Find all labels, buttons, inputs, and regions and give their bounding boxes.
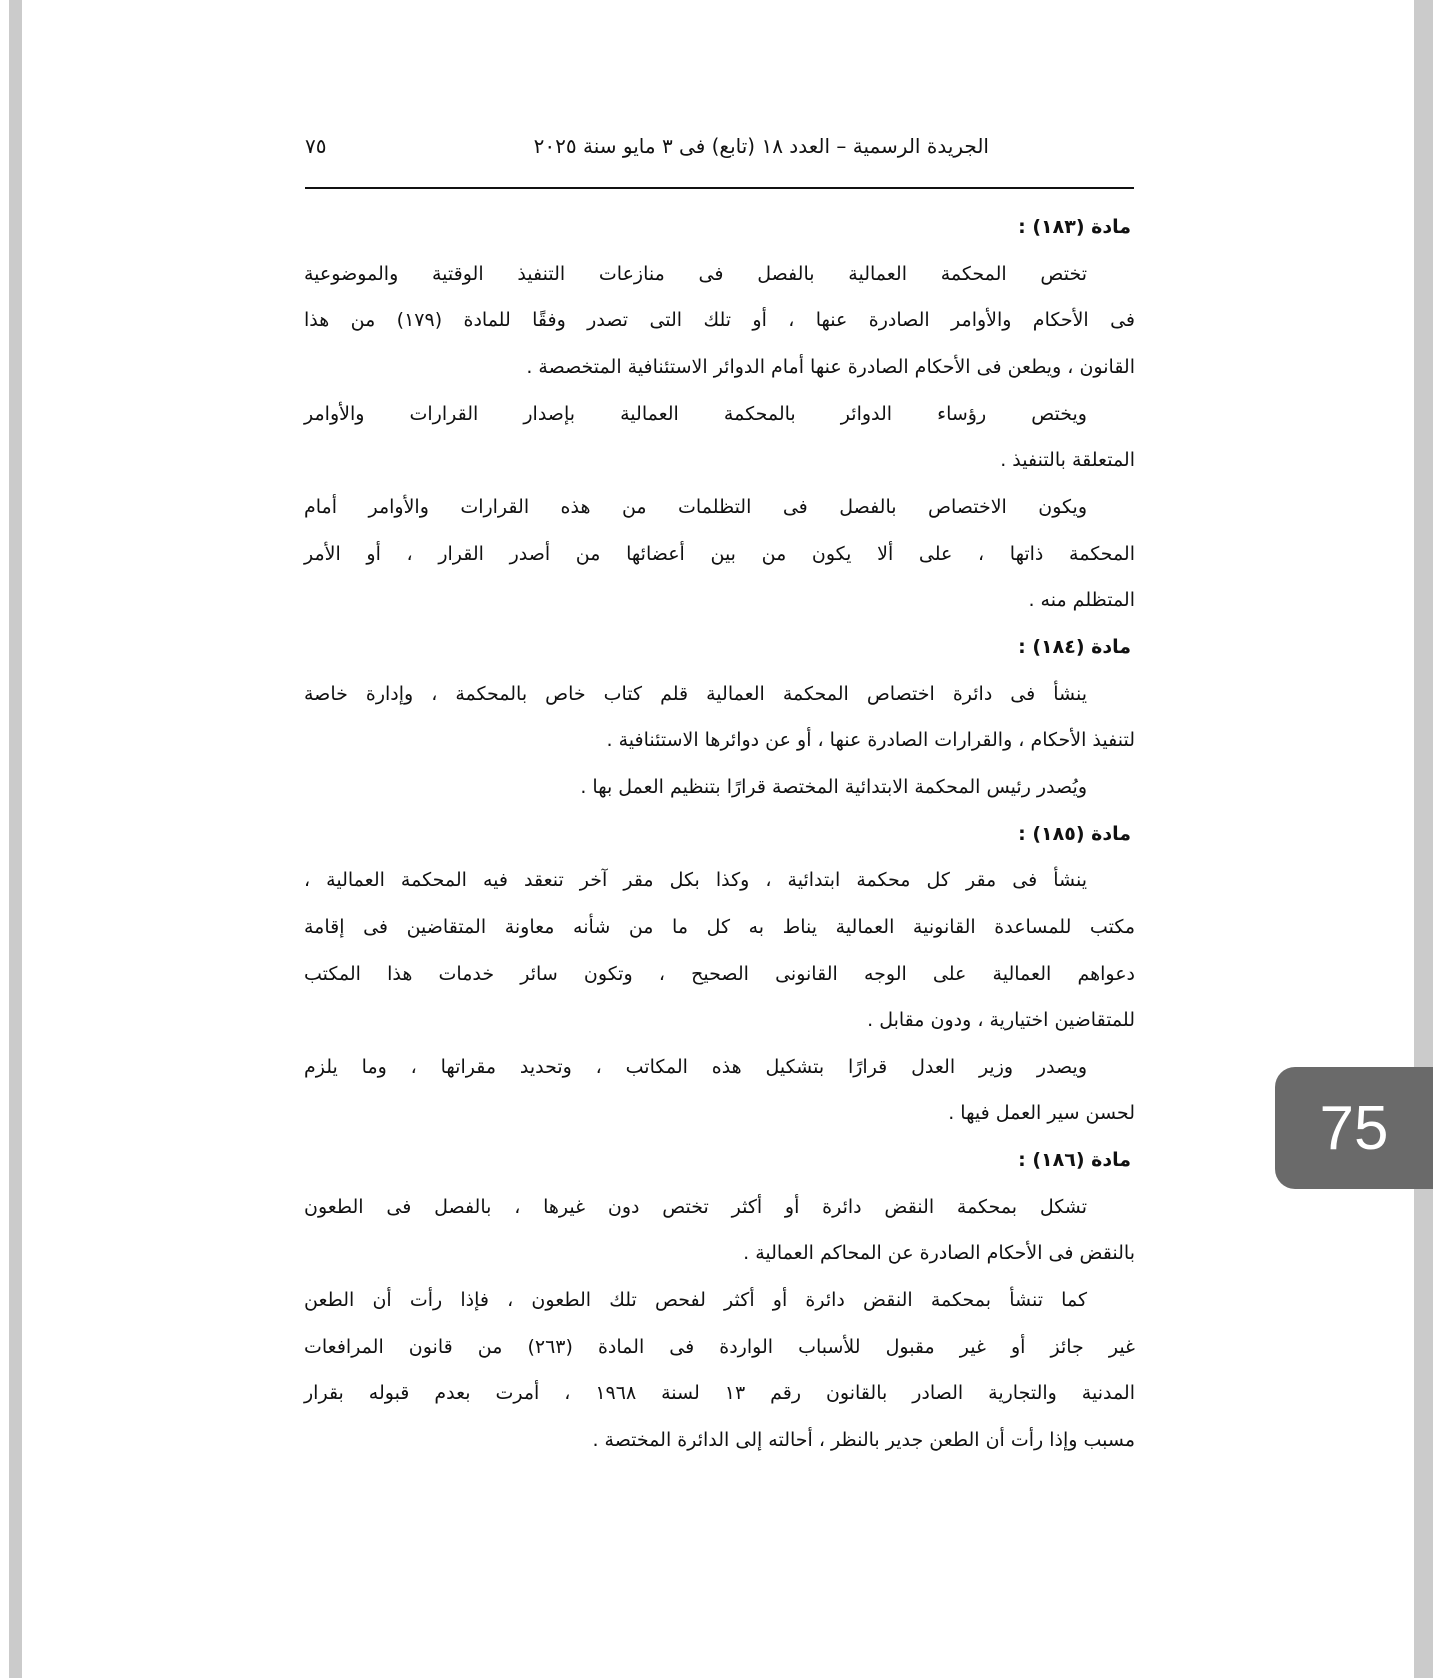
text-line: القانون ، ويطعن فى الأحكام الصادرة عنها أمام الدوائر الاستئنافية المتخصصة . xyxy=(526,355,1135,378)
paragraph xyxy=(304,1184,1135,1277)
article-heading: مادة (١٨٣) : xyxy=(1018,216,1131,238)
paragraph xyxy=(304,1044,1135,1137)
viewer-left-edge xyxy=(9,0,22,1678)
text-line: كما تنشأ بمحكمة النقض دائرة أو أكثر لفحص تلك الطعون ، فإذا رأت أن الطعن xyxy=(304,1289,1087,1312)
text-line: ويكون الاختصاص بالفصل فى التظلمات من هذه القرارات والأوامر أمام xyxy=(304,495,1087,518)
text-line: تختص المحكمة العمالية بالفصل فى منازعات التنفيذ الوقتية والموضوعية xyxy=(304,262,1087,285)
text-line: مسبب وإذا رأت أن الطعن جدير بالنظر ، أحالته إلى الدائرة المختصة . xyxy=(592,1429,1135,1452)
article-heading: مادة (١٨٥) : xyxy=(1018,822,1131,845)
paragraph xyxy=(304,671,1135,764)
text-line: بالنقض فى الأحكام الصادرة عن المحاكم العمالية . xyxy=(743,1242,1135,1265)
gazette-header-page-number: ٧٥ xyxy=(305,134,327,158)
text-line: ينشأ فى دائرة اختصاص المحكمة العمالية قلم كتاب خاص بالمحكمة ، وإدارة خاصة xyxy=(304,682,1087,705)
paragraph xyxy=(304,391,1135,484)
header-divider xyxy=(305,187,1134,189)
paragraph xyxy=(304,484,1135,624)
article-185 xyxy=(304,811,1135,1138)
text-line: المتظلم منه . xyxy=(1028,589,1135,612)
page-indicator-badge: 75 xyxy=(1275,1067,1433,1189)
article-heading: مادة (١٨٤) : xyxy=(1018,635,1131,658)
text-line: المتعلقة بالتنفيذ . xyxy=(1000,449,1135,472)
text-line: لتنفيذ الأحكام ، والقرارات الصادرة عنها ، أو عن دوائرها الاستئنافية . xyxy=(606,729,1135,752)
viewer-right-edge xyxy=(1414,0,1433,1678)
paragraph xyxy=(304,1277,1135,1464)
article-183 xyxy=(304,204,1135,624)
article-186 xyxy=(304,1137,1135,1464)
text-line: المدنية والتجارية الصادر بالقانون رقم ١٣ لسنة ١٩٦٨ ، أمرت بعدم قبوله بقرار xyxy=(304,1382,1136,1405)
document-body xyxy=(304,204,1135,1464)
text-line: المحكمة ذاتها ، على ألا يكون من بين أعضائها من أصدر القرار ، أو الأمر xyxy=(304,542,1135,565)
text-line: ويُصدر رئيس المحكمة الابتدائية المختصة قرارًا بتنظيم العمل بها . xyxy=(580,775,1087,798)
text-line: للمتقاضين اختيارية ، ودون مقابل . xyxy=(867,1009,1135,1032)
text-line: غير جائز أو غير مقبول للأسباب الواردة فى المادة (٢٦٣) من قانون المرافعات xyxy=(304,1335,1135,1358)
gazette-header-title: الجريدة الرسمية – العدد ١٨ (تابع) فى ٣ مايو سنة ٢٠٢٥ xyxy=(533,134,989,158)
article-184 xyxy=(304,624,1135,811)
text-line: ويصدر وزير العدل قرارًا بتشكيل هذه المكاتب ، وتحديد مقراتها ، وما يلزم xyxy=(304,1055,1087,1078)
article-heading: مادة (١٨٦) : xyxy=(1018,1149,1131,1172)
paragraph xyxy=(304,764,1135,811)
text-line: دعواهم العمالية على الوجه القانونى الصحيح ، وتكون سائر خدمات هذا المكتب xyxy=(304,962,1135,985)
paragraph xyxy=(304,857,1135,1044)
text-line: لحسن سير العمل فيها . xyxy=(948,1102,1135,1125)
text-line: ويختص رؤساء الدوائر بالمحكمة العمالية بإصدار القرارات والأوامر xyxy=(304,402,1087,425)
text-line: فى الأحكام والأوامر الصادرة عنها ، أو تلك التى تصدر وفقًا للمادة (١٧٩) من هذا xyxy=(304,309,1136,332)
text-line: ينشأ فى مقر كل محكمة ابتدائية ، وكذا بكل مقر آخر تنعقد فيه المحكمة العمالية ، xyxy=(304,869,1087,892)
text-line: مكتب للمساعدة القانونية العمالية يناط به كل ما من شأنه معاونة المتقاضين فى إقامة xyxy=(304,915,1135,938)
text-line: تشكل بمحكمة النقض دائرة أو أكثر تختص دون غيرها ، بالفصل فى الطعون xyxy=(304,1195,1087,1218)
paragraph xyxy=(304,251,1135,391)
